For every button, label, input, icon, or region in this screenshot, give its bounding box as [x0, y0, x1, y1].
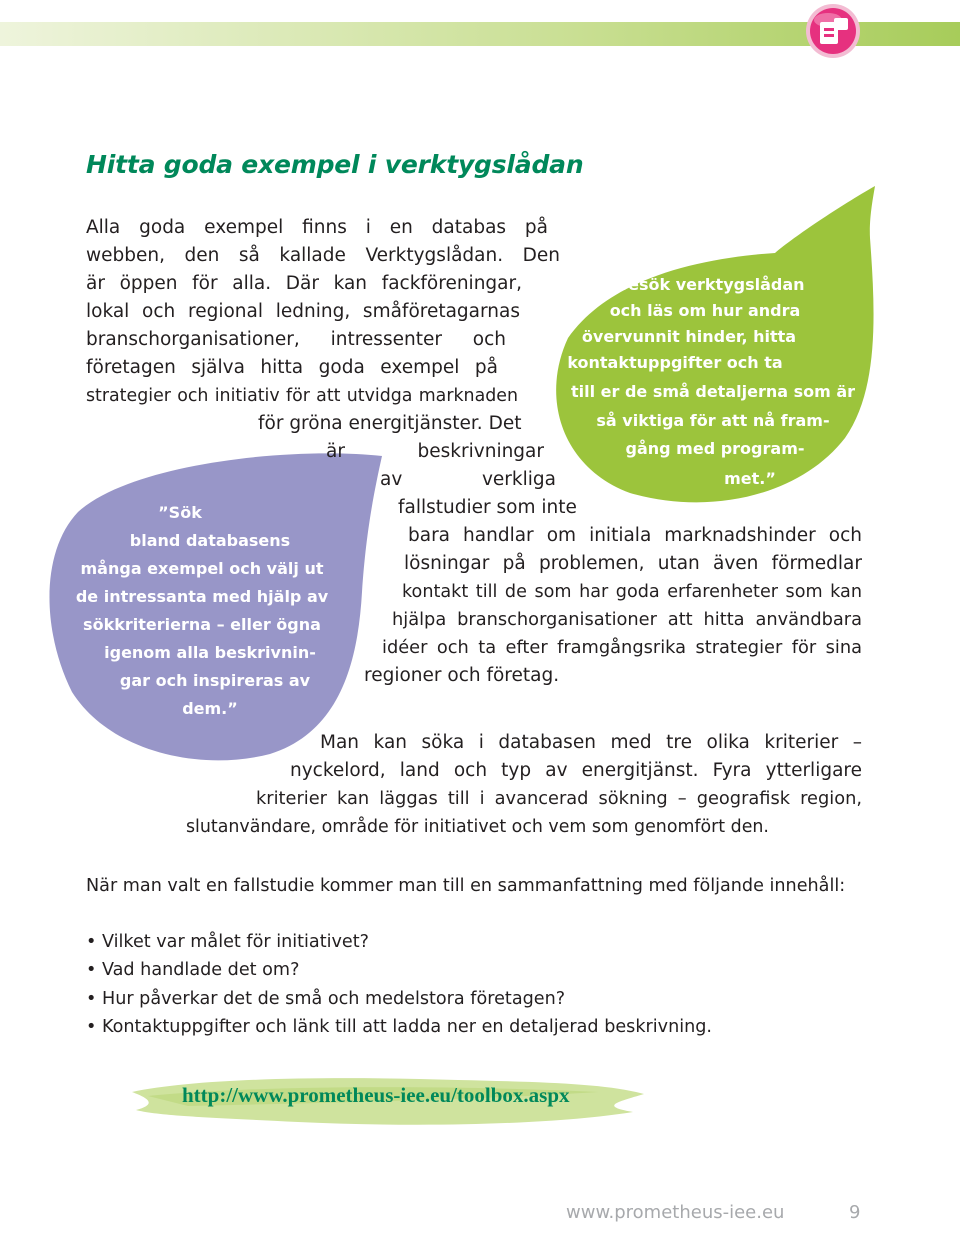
intro-line: branschorganisationer, intressenter och	[86, 329, 506, 350]
intro-line: lösningar på problemen, utan även förmedlar	[404, 553, 862, 574]
search-line: slutanvändare, område för initiativet och vem som genomfört den.	[186, 817, 769, 837]
green-quote-line: ”Besök verktygslådan	[605, 275, 805, 294]
page-title: Hitta goda exempel i verktygslådan	[86, 150, 584, 179]
search-line: nyckelord, land och typ av energitjänst. Fyra ytterligare	[290, 760, 862, 781]
green-quote-line: till er de små detaljerna som är	[570, 382, 856, 401]
green-quote-line: gång med program-	[625, 439, 805, 458]
footer-website: www.prometheus-iee.eu	[566, 1202, 785, 1223]
intro-line: för gröna energitjänster. Det	[258, 413, 522, 434]
intro-line: hjälpa branschorganisationer att hitta användbara	[392, 609, 862, 630]
purple-quote-line: många exempel och välj ut	[80, 559, 324, 578]
toolbox-link[interactable]: http://www.prometheus-iee.eu/toolbox.aspx	[182, 1083, 570, 1107]
intro-line: idéer och ta efter framgångsrika strategier för sina	[382, 637, 862, 658]
intro-line: fallstudier som inte	[398, 497, 577, 518]
search-line: Man kan söka i databasen med tre olika kriterier –	[320, 732, 862, 753]
green-quote-line: så viktiga för att nå fram-	[596, 411, 830, 430]
intro-line: lokal och regional ledning, småföretagarnas	[86, 301, 520, 322]
green-quote-line: kontaktuppgifter och ta	[567, 353, 783, 372]
summary-intro: När man valt en fallstudie kommer man till en sammanfattning med följande innehåll:	[86, 876, 846, 896]
purple-quote-line: sökkriterierna – eller ögna	[83, 615, 321, 634]
search-line: kriterier kan läggas till i avancerad sökning – geografisk region,	[256, 788, 862, 809]
intro-line: regioner och företag.	[364, 665, 560, 686]
list-item: • Hur påverkar det de små och medelstora företagen?	[86, 989, 566, 1009]
green-quote-line: övervunnit hinder, hitta	[581, 327, 797, 346]
page-number: 9	[849, 1202, 861, 1223]
purple-quote-line: dem.”	[182, 699, 238, 718]
purple-quote-line: gar och inspireras av	[119, 671, 311, 690]
intro-line: företagen själva hitta goda exempel på	[86, 357, 498, 378]
list-item: • Kontaktuppgifter och länk till att ladda ner en detaljerad beskrivning.	[86, 1017, 713, 1037]
purple-quote-line: ”Sök	[158, 503, 202, 522]
purple-quote-line: igenom alla beskrivnin-	[104, 643, 316, 662]
intro-line: kontakt till de som har goda erfarenheter som kan	[402, 582, 862, 602]
intro-line: är beskrivningar	[326, 441, 544, 462]
green-quote-line: och läs om hur andra	[609, 301, 801, 320]
intro-line: webben, den så kallade Verktygslådan. Den	[86, 245, 560, 266]
purple-quote-line: de intressanta med hjälp av	[75, 587, 329, 606]
green-quote-line: met.”	[724, 469, 776, 488]
intro-line: strategier och initiativ för att utvidga marknaden	[86, 386, 518, 406]
prometheus-logo-icon	[804, 2, 862, 60]
intro-line: är öppen för alla. Där kan fackföreningar,	[86, 273, 522, 294]
intro-line: Alla goda exempel finns i en databas på	[86, 217, 548, 238]
list-item: • Vad handlade det om?	[86, 960, 300, 980]
list-item: • Vilket var målet för initiativet?	[86, 932, 369, 952]
purple-quote-line: bland databasens	[129, 531, 291, 550]
intro-line: av verkliga	[380, 469, 556, 490]
intro-line: bara handlar om initiala marknadshinder och	[408, 525, 862, 546]
